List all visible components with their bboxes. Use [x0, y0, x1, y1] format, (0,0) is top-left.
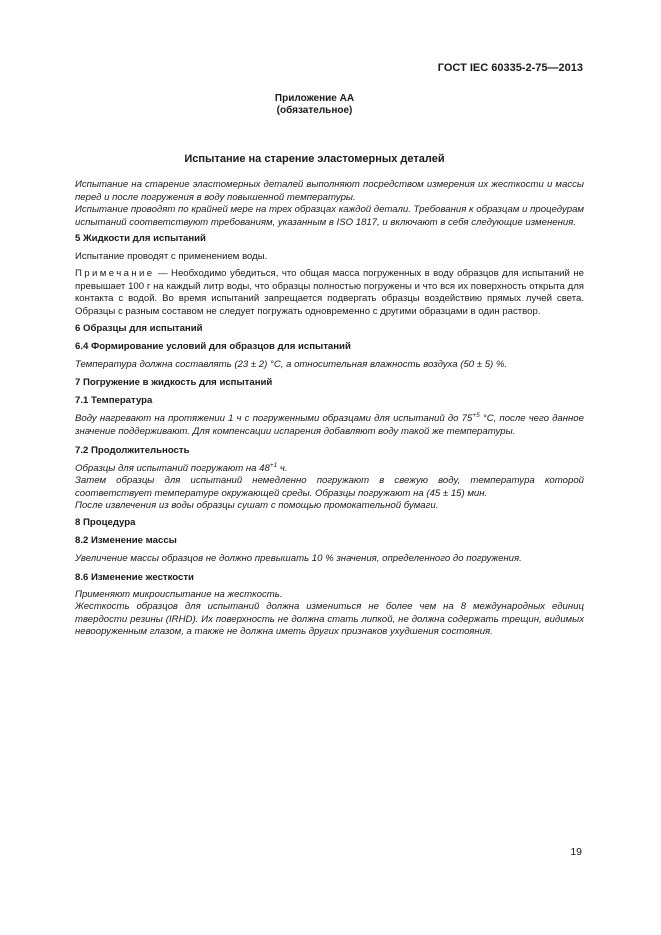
- section-7-1-heading: 7.1 Температура: [75, 395, 153, 406]
- annex-status: (обязательное): [276, 105, 353, 116]
- section-7-2-paragraph-1: [75, 463, 584, 476]
- section-5-text: Испытание проводят с применением воды.: [75, 251, 268, 262]
- section-7-2-superscript: +1: [269, 462, 278, 469]
- annex-title: Приложение АА: [274, 93, 355, 104]
- intro-paragraph-2: Испытание проводят по крайней мере на трех образцах каждой детали. Требования к образцам и процедурам испытаний соответствуют требованиям, указанным в ISO 1817, и включают в себя следующие изменения.: [75, 204, 584, 228]
- section-7-2-heading: 7.2 Продолжительность: [75, 445, 190, 456]
- section-6-4-text: Температура должна составлять (23 ± 2) °С, а относительная влажность воздуха (50 ± 5) %.: [75, 359, 508, 370]
- section-5-heading: 5 Жидкости для испытаний: [75, 233, 206, 244]
- section-7-1-text-b: °С, после чего данное значение поддерживают. Для компенсации испарения добавляют воду такой же температуры.: [75, 413, 584, 437]
- section-7-2-p1-a: Образцы для испытаний погружают на 48: [75, 463, 270, 474]
- document-title: Испытание на старение эластомерных деталей: [184, 153, 445, 165]
- section-7-1-text-a: Воду нагревают на протяжении 1 ч с погруженными образцами для испытаний до 75: [75, 413, 473, 424]
- section-8-2-heading: 8.2 Изменение массы: [75, 535, 177, 546]
- section-8-2-text: Увеличение массы образцов не должно превышать 10 % значения, определенного до погружения.: [75, 553, 522, 564]
- section-5-note: [75, 268, 584, 318]
- section-7-2-paragraph-2: Затем образцы для испытаний немедленно погружают в свежую воду, температура которой соответствует температуре окружающей среды. Образцы погружают на (45 ± 15) мин.: [75, 475, 584, 499]
- section-7-2-paragraph-3: После извлечения из воды образцы сушат с помощью промокательной бумаги.: [75, 500, 439, 511]
- page-number: 19: [570, 846, 582, 858]
- section-8-heading: 8 Процедура: [75, 517, 136, 528]
- section-7-2-p1-b: ч.: [277, 463, 288, 474]
- section-6-4-heading: 6.4 Формирование условий для образцов для испытаний: [75, 341, 351, 352]
- section-7-1-text: [75, 413, 584, 438]
- section-7-1-superscript: +5: [472, 412, 480, 419]
- note-text: — Необходимо убедиться, что общая масса погруженных в воду образцов для испытаний не превышает 100 г на каждый литр воды, что образцы полностью погружены и что вся их поверхность открыта для контакта с водой. Во время испытаний запрещается подвергать образцы воздействию прямых лучей света. Образцы с разным составом не следует погружать одновременно с другими образцами в один раствор.: [75, 268, 584, 317]
- section-8-6-paragraph-2: Жесткость образцов для испытаний должна измениться не более чем на 8 международных единиц твердости резины (IRHD). Их поверхность не должна стать липкой, не должна содержать трещин, видимых невооруженным глазом, а также не должна иметь других признаков ухудшения состояния.: [75, 601, 584, 638]
- section-7-heading: 7 Погружение в жидкость для испытаний: [75, 377, 273, 388]
- standard-number: ГОСТ IEC 60335-2-75—2013: [437, 62, 583, 74]
- intro-paragraph-1: Испытание на старение эластомерных деталей выполняют посредством измерения их жесткости и массы перед и после погружения в воду повышенной температуры.: [75, 179, 584, 203]
- section-6-heading: 6 Образцы для испытаний: [75, 323, 203, 334]
- note-label: Примечание: [75, 268, 155, 279]
- section-8-6-paragraph-1: Применяют микроиспытание на жесткость.: [75, 589, 283, 600]
- section-8-6-heading: 8.6 Изменение жесткости: [75, 572, 194, 583]
